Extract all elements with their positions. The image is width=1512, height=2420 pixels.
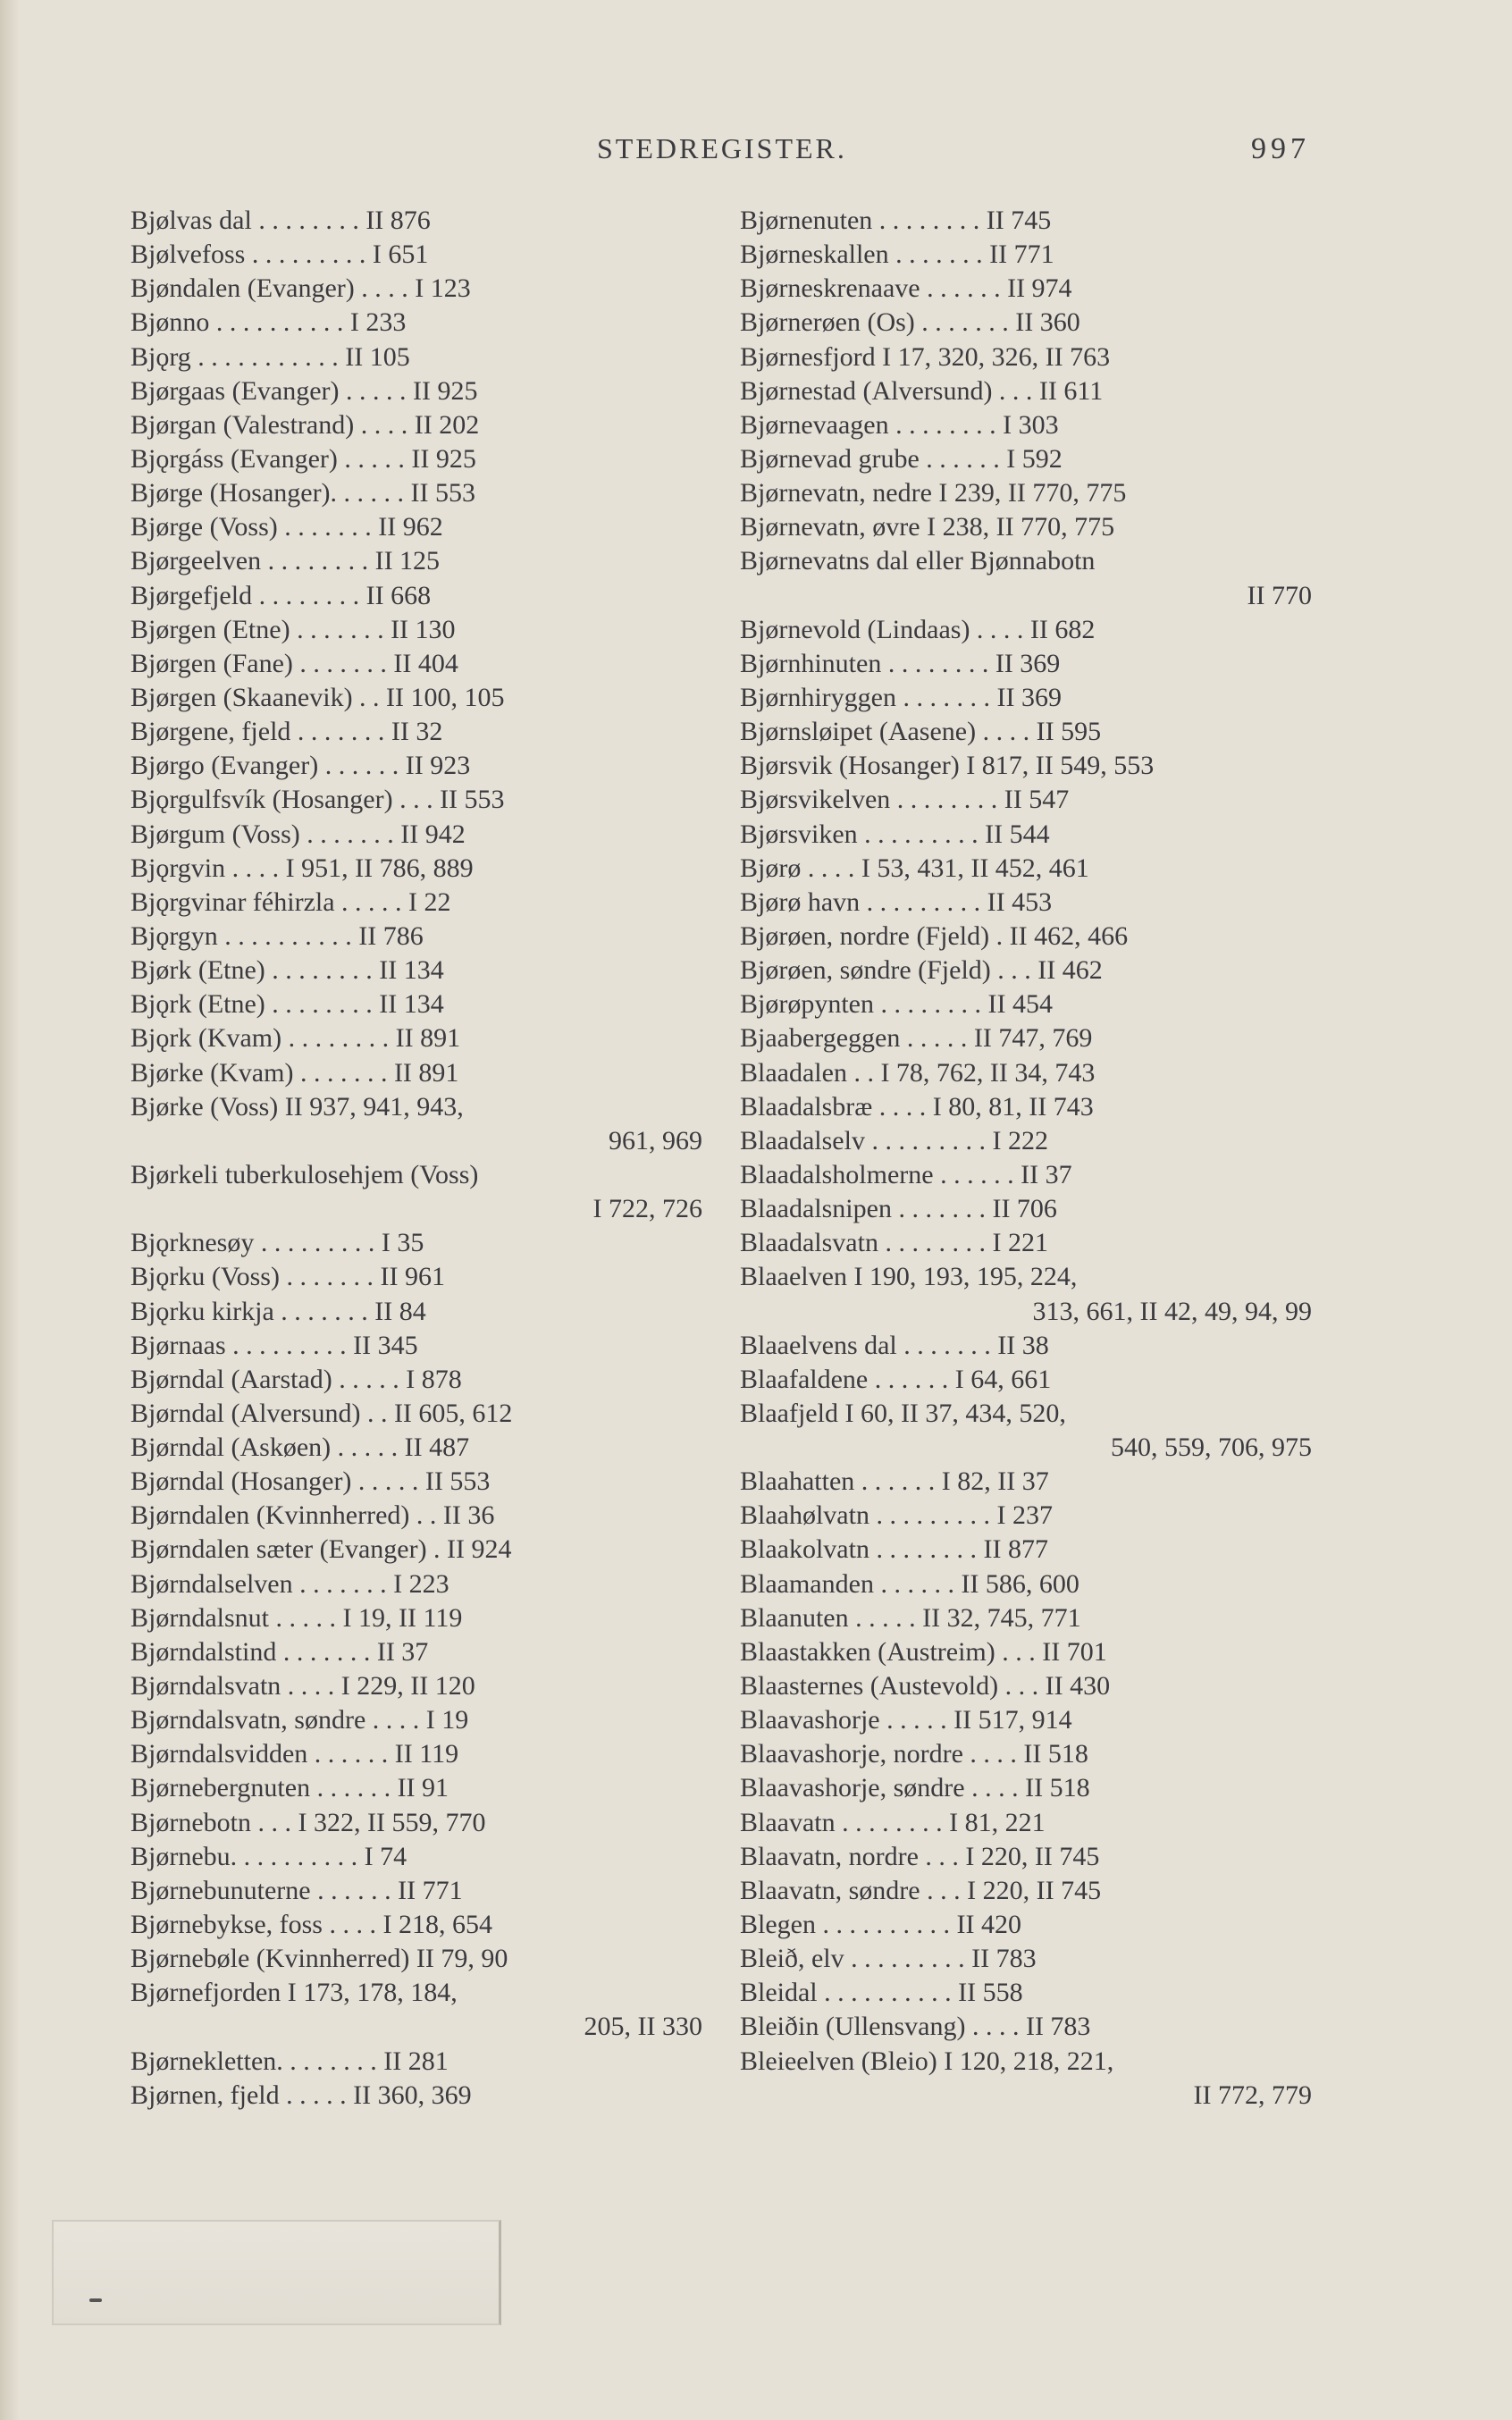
index-entry: Blaadalen . . I 78, 762, II 34, 743 — [740, 1057, 1096, 1088]
index-entry: Bjørgen (Skaanevik) . . II 100, 105 — [130, 682, 505, 712]
index-entry: Bjǫrgvinar féhirzla . . . . . I 22 — [130, 886, 451, 917]
index-entry: Bjǫrgyn . . . . . . . . . . II 786 — [130, 920, 424, 951]
index-entry: Bjørsvik (Hosanger) I 817, II 549, 553 — [740, 751, 1155, 781]
index-entry: Bjǫrk (Etne) . . . . . . . . II 134 — [130, 989, 444, 1020]
index-entry: Blaadalsbræ . . . . I 80, 81, II 743 — [740, 1091, 1094, 1122]
index-entry: Bjaabergeggen . . . . . II 747, 769 — [740, 1023, 1093, 1054]
index-entry: Bjørndalsnut . . . . . I 19, II 119 — [130, 1602, 463, 1633]
index-entry: Bjørnesfjord I 17, 320, 326, II 763 — [740, 341, 1111, 372]
index-entry: Blaanuten . . . . . II 32, 745, 771 — [740, 1602, 1081, 1633]
index-entry: Bjǫrgvin . . . . I 951, II 786, 889 — [130, 853, 474, 883]
index-entry: Blaadalsvatn . . . . . . . . I 221 — [740, 1228, 1048, 1258]
index-entry: Bjǫrku kirkja . . . . . . . II 84 — [130, 1296, 426, 1326]
index-entry: Bjørnevold (Lindaas) . . . . II 682 — [740, 614, 1096, 644]
index-entry: Bleið, elv . . . . . . . . . II 783 — [740, 1944, 1037, 1974]
index-entry: Blaasternes (Austevold) . . . II 430 — [740, 1671, 1111, 1702]
index-entry: Bleieelven (Bleio) I 120, 218, 221, — [740, 2046, 1114, 2076]
index-entry: Bjørgan (Valestrand) . . . . II 202 — [130, 409, 480, 440]
index-entry: Bjørgen (Etne) . . . . . . . II 130 — [130, 614, 456, 644]
index-entry: Bjǫrg . . . . . . . . . . . II 105 — [130, 341, 410, 372]
index-entry: Bjørndalselven . . . . . . . I 223 — [130, 1568, 449, 1599]
index-entry: Bjǫrk (Kvam) . . . . . . . . II 891 — [130, 1023, 461, 1054]
index-entry: Bjørge (Voss) . . . . . . . II 962 — [130, 512, 443, 542]
index-entry: Blaamanden . . . . . . II 586, 600 — [740, 1568, 1079, 1599]
index-entry: Bjørgen (Fane) . . . . . . . II 404 — [130, 648, 458, 678]
index-entry: Bjørnebøle (Kvinnherred) II 79, 90 — [130, 1944, 508, 1974]
index-entry: Bjørnebotn . . . I 322, II 559, 770 — [130, 1807, 486, 1837]
index-entry: Bjørnsløipet (Aasene) . . . . II 595 — [740, 717, 1102, 747]
index-entry: Bjørke (Kvam) . . . . . . . II 891 — [130, 1057, 459, 1088]
index-entry: Blaastakken (Austreim) . . . II 701 — [740, 1636, 1107, 1667]
index-entry: Bjørø . . . . I 53, 431, II 452, 461 — [740, 853, 1089, 883]
index-entry: Bjørneskrenaave . . . . . . II 974 — [740, 273, 1072, 304]
index-entry: Bjørk (Etne) . . . . . . . . II 134 — [130, 955, 444, 986]
index-entry: Bjørgo (Evanger) . . . . . . II 923 — [130, 751, 471, 781]
index-entry: Bjǫrknesøy . . . . . . . . . I 35 — [130, 1228, 424, 1258]
index-entry: Bjørndalstind . . . . . . . II 37 — [130, 1636, 429, 1667]
index-entry-continuation: 961, 969 — [609, 1125, 702, 1155]
index-entry: Bjørnevaagen . . . . . . . . I 303 — [740, 409, 1059, 440]
index-entry: Bjørkeli tuberkulosehjem (Voss) — [130, 1159, 479, 1189]
right-index-column — [740, 204, 1312, 2113]
index-entry: Bjørnebunuterne . . . . . . II 771 — [130, 1875, 463, 1905]
index-entry-continuation: II 772, 779 — [1193, 2080, 1312, 2110]
index-entry: Bjørnestad (Alversund) . . . II 611 — [740, 375, 1104, 406]
index-entry: Bjørø havn . . . . . . . . . II 453 — [740, 886, 1053, 917]
index-entry: Blaavatn . . . . . . . . I 81, 221 — [740, 1807, 1046, 1837]
index-entry: Bjørnaas . . . . . . . . . II 345 — [130, 1330, 418, 1360]
index-entry: Bjørgaas (Evanger) . . . . . II 925 — [130, 375, 478, 406]
index-entry: Bjørøpynten . . . . . . . . II 454 — [740, 989, 1053, 1020]
index-entry: Bjørndal (Aarstad) . . . . . I 878 — [130, 1364, 462, 1394]
index-entry: Bjørnhiryggen . . . . . . . II 369 — [740, 682, 1062, 712]
index-entry: Bjørnhinuten . . . . . . . . II 369 — [740, 648, 1061, 678]
index-entry: Bjǫrku (Voss) . . . . . . . II 961 — [130, 1262, 445, 1292]
index-entry: Blaahatten . . . . . . I 82, II 37 — [740, 1466, 1049, 1497]
index-entry: Bjørnevatns dal eller Bjønnabotn — [740, 546, 1096, 576]
index-entry: Bjørgeelven . . . . . . . . II 125 — [130, 546, 441, 576]
index-entry: Bjølvas dal . . . . . . . . II 876 — [130, 206, 431, 235]
index-entry: Bjǫrgáss (Evanger) . . . . . II 925 — [130, 443, 476, 474]
index-entry: Blaavatn, nordre . . . I 220, II 745 — [740, 1841, 1100, 1871]
index-entry: Blaafaldene . . . . . . I 64, 661 — [740, 1364, 1052, 1394]
index-entry: Bjørge (Hosanger). . . . . . II 553 — [130, 478, 476, 508]
index-entry-continuation: II 770 — [1247, 580, 1312, 610]
index-entry: Bjørneskallen . . . . . . . II 771 — [740, 239, 1054, 270]
index-entry: Bleiðin (Ullensvang) . . . . II 783 — [740, 2012, 1091, 2042]
index-entry: Bjørndalen (Kvinnherred) . . II 36 — [130, 1500, 495, 1531]
left-index-column — [130, 204, 702, 2113]
index-entry-continuation: I 722, 726 — [592, 1194, 702, 1224]
index-entry: Blaakolvatn . . . . . . . . II 877 — [740, 1534, 1048, 1565]
page-header — [0, 132, 1512, 177]
index-entry: Bjørnevatn, nedre I 239, II 770, 775 — [740, 478, 1127, 508]
page-edge — [0, 0, 20, 2420]
index-entry: Bjǫrgulfsvík (Hosanger) . . . II 553 — [130, 785, 505, 815]
index-entry: Bjørndalen sæter (Evanger) . II 924 — [130, 1534, 512, 1565]
index-entry: Bjørnenuten . . . . . . . . II 745 — [740, 206, 1052, 235]
index-entry: Bjørndal (Askøen) . . . . . II 487 — [130, 1433, 470, 1463]
index-entry: Bjørnevatn, øvre I 238, II 770, 775 — [740, 512, 1115, 542]
index-entry: Blaaelvens dal . . . . . . . II 38 — [740, 1330, 1049, 1360]
index-entry-continuation: 205, II 330 — [584, 2012, 702, 2042]
index-entry: Bleidal . . . . . . . . . . II 558 — [740, 1978, 1023, 2008]
index-entry: Blaafjeld I 60, II 37, 434, 520, — [740, 1398, 1066, 1428]
index-entry: Blaadalsholmerne . . . . . . II 37 — [740, 1159, 1072, 1189]
index-entry: Bjørndalsvatn . . . . I 229, II 120 — [130, 1671, 475, 1702]
page-number: 997 — [1251, 132, 1310, 165]
index-entry-continuation: 540, 559, 706, 975 — [1111, 1433, 1312, 1463]
index-entry: Bjørnekletten. . . . . . . . II 281 — [130, 2046, 449, 2076]
index-entry: Bjørnevad grube . . . . . . I 592 — [740, 443, 1063, 474]
ink-mark — [89, 2298, 102, 2302]
index-entry: Blaavashorje . . . . . II 517, 914 — [740, 1705, 1072, 1735]
index-entry: Bjørndal (Hosanger) . . . . . II 553 — [130, 1466, 491, 1497]
index-entry: Blaadalselv . . . . . . . . . I 222 — [740, 1125, 1048, 1155]
index-entry: Bjørnefjorden I 173, 178, 184, — [130, 1978, 458, 2008]
index-entry: Bjørndalsvatn, søndre . . . . I 19 — [130, 1705, 469, 1735]
index-entry: Bjøndalen (Evanger) . . . . I 123 — [130, 273, 471, 304]
index-entry: Bjørnebykse, foss . . . . I 218, 654 — [130, 1910, 492, 1940]
index-entry: Blaadalsnipen . . . . . . . II 706 — [740, 1194, 1057, 1224]
library-stamp-box — [52, 2220, 501, 2325]
index-entry: Bjørgum (Voss) . . . . . . . II 942 — [130, 819, 466, 849]
index-entry: Bjølvefoss . . . . . . . . . I 651 — [130, 239, 429, 270]
index-entry: Bjørgefjeld . . . . . . . . II 668 — [130, 580, 432, 610]
index-entry: Bjørøen, søndre (Fjeld) . . . II 462 — [740, 955, 1103, 986]
index-entry: Blaaelven I 190, 193, 195, 224, — [740, 1262, 1078, 1292]
index-entry: Bjørndal (Alversund) . . II 605, 612 — [130, 1398, 513, 1428]
index-entry: Bjørnerøen (Os) . . . . . . . II 360 — [740, 307, 1080, 338]
index-entry: Bjørsviken . . . . . . . . . II 544 — [740, 819, 1050, 849]
index-entry: Bjørke (Voss) II 937, 941, 943, — [130, 1091, 464, 1122]
index-entry: Blaahølvatn . . . . . . . . . I 237 — [740, 1500, 1053, 1531]
index-entry: Bjønno . . . . . . . . . . I 233 — [130, 307, 407, 338]
running-title: STEDREGISTER. — [597, 132, 847, 164]
index-entry: Bjørsvikelven . . . . . . . . II 547 — [740, 785, 1070, 815]
index-entry: Blaavashorje, nordre . . . . II 518 — [740, 1739, 1088, 1769]
index-entry-continuation: 313, 661, II 42, 49, 94, 99 — [1032, 1296, 1312, 1326]
index-entry: Bjørndalsvidden . . . . . . II 119 — [130, 1739, 459, 1769]
index-entry: Bjørøen, nordre (Fjeld) . II 462, 466 — [740, 920, 1129, 951]
index-entry: Bjørgene, fjeld . . . . . . . II 32 — [130, 717, 443, 747]
index-entry: Bjørnebergnuten . . . . . . II 91 — [130, 1773, 449, 1803]
index-entry: Blegen . . . . . . . . . . II 420 — [740, 1910, 1021, 1940]
index-entry: Bjørnen, fjeld . . . . . II 360, 369 — [130, 2080, 472, 2110]
index-entry: Bjørnebu. . . . . . . . . . I 74 — [130, 1841, 407, 1871]
index-entry: Blaavatn, søndre . . . I 220, II 745 — [740, 1875, 1102, 1905]
index-entry: Blaavashorje, søndre . . . . II 518 — [740, 1773, 1090, 1803]
